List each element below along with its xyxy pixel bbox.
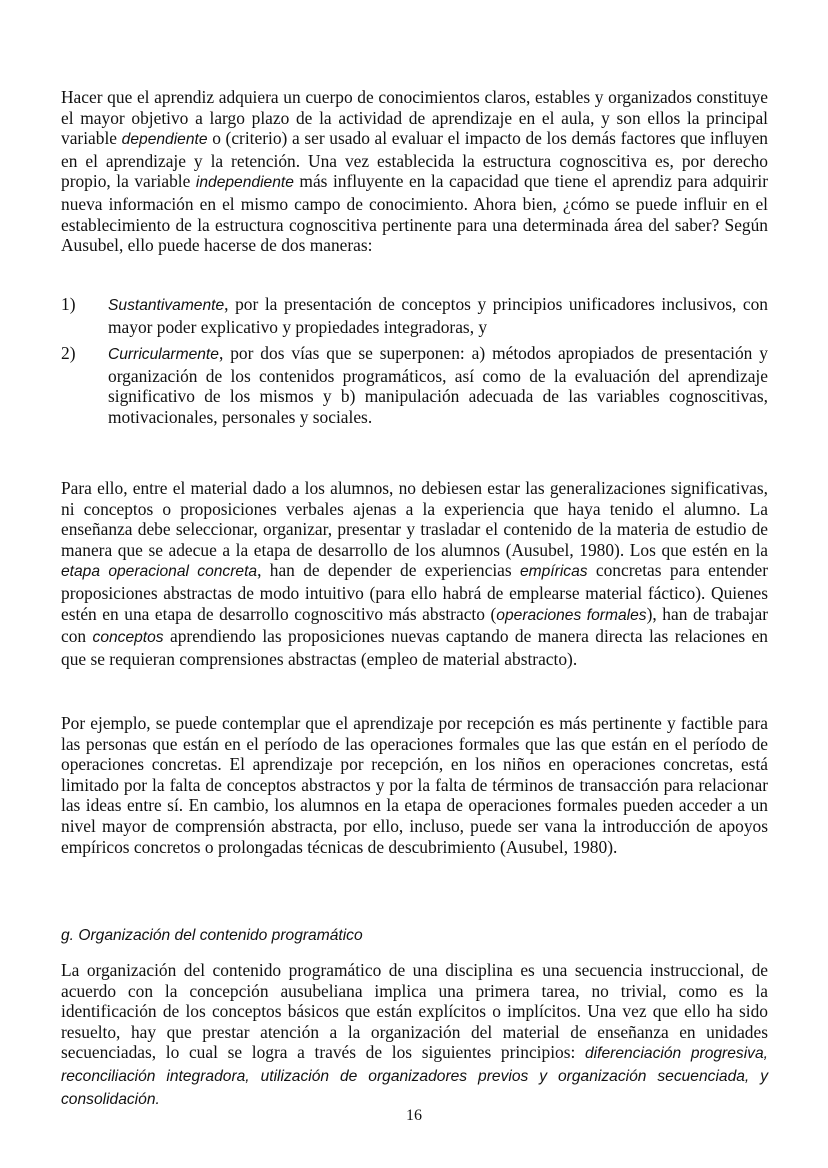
list-item-1 xyxy=(61,294,768,337)
italic-text: operaciones formales xyxy=(496,606,647,624)
list-number: 1) xyxy=(61,294,76,314)
text-run: ), han de trabajar con xyxy=(61,603,769,647)
paragraph-intro xyxy=(61,87,768,256)
italic-text: etapa operacional concreta xyxy=(61,563,258,581)
italic-text: diferenciación progresiva, reconciliación integradora, utilización de organizadores previos y organización secuenciada, y consolidación. xyxy=(61,1045,768,1108)
list-text xyxy=(108,343,768,427)
text-run: concretas para entender proposiciones abstractas de modo intuitivo (para ello habrá de emplearse material fáctico). Quienes estén en una etapa de desarrollo cognoscitivo más abstracto ( xyxy=(61,560,768,624)
text-run: Por ejemplo, se puede contemplar que el aprendizaje por recepción es más pertinente y factible para las personas que están en el período de las operaciones formales que las que están en el período de operaciones concretas. El aprendizaje por recepción, en los niños en operaciones concretas, está limitado por la falta de conceptos abstractos y por la falta de términos de transacción para relacionar las ideas entre sí. En cambio, los alumnos en la etapa de operaciones formales pueden acceder a un nivel mayor de comprensión abstracta, por ello, incluso, puede ser vana la introducción de apoyos empíricos concretos o prolongadas técnicas de descubrimiento (Ausubel, 1980). xyxy=(61,713,768,857)
paragraph-example xyxy=(61,713,768,857)
section-heading: g. Organización del contenido programático xyxy=(61,927,363,944)
text-run: , por dos vías que se superponen: a) métodos apropiados de presentación y organización de los contenidos programáticos, así como de la evaluación del aprendizaje significativo de los mismos y b) manipulación adecuada de las variables cognoscitivas, motivacionales, personales y sociales. xyxy=(108,343,768,427)
text-run: , han de depender de experiencias xyxy=(257,560,520,581)
text-run: más influyente en la capacidad que tiene el aprendiz para adquirir nueva información en el mismo campo de conocimiento. Ahora bien, ¿cómo se puede influir en el establecimiento de la estructura cognoscitiva pertinente para una determinada área del saber? Según Ausubel, ello puede hacerse de dos maneras: xyxy=(61,171,768,256)
italic-text: conceptos xyxy=(92,629,164,647)
italic-text: independiente xyxy=(195,174,294,192)
list-item-2 xyxy=(61,343,768,427)
list-number: 2) xyxy=(61,343,76,363)
list-text xyxy=(108,294,768,337)
page-number: 16 xyxy=(406,1107,422,1124)
italic-text: empíricas xyxy=(519,563,588,581)
italic-text: dependiente xyxy=(121,131,208,149)
paragraph-material xyxy=(61,478,768,669)
italic-text: Curricularmente xyxy=(108,346,219,363)
paragraph-organization xyxy=(61,960,768,1110)
text-run: aprendiendo las proposiciones nuevas captando de manera directa las relaciones en que se requieran comprensiones abstractas (empleo de material abstracto). xyxy=(61,626,768,669)
text-run: La organización del contenido programático de una disciplina es una secuencia instruccional, de acuerdo con la concepción ausubeliana implica una primera tarea, no trivial, como es la identificación de los conceptos básicos que están explícitos o implícitos. Una vez que ello ha sido resuelto, hay que prestar atención a la organización del material de enseñanza en unidades secuenciadas, lo cual se logra a través de los siguientes principios: xyxy=(61,960,768,1063)
text-run: Para ello, entre el material dado a los alumnos, no debiesen estar las generalizaciones significativas, ni conceptos o proposiciones verbales ajenas a la experiencia que haya tenido el alumno. La enseñanza debe seleccionar, organizar, presentar y trasladar el contenido de la materia de estudio de manera que se adecue a la etapa de desarrollo de los alumnos (Ausubel, 1980). Los que estén en la xyxy=(61,478,768,560)
text-run: o (criterio) a ser usado al evaluar el impacto de los demás factores que influyen en el aprendizaje y la retención. Una vez establecida la estructura cognoscitiva es, por derecho propio, la variable xyxy=(61,128,768,192)
text-run: , por la presentación de conceptos y principios unificadores inclusivos, con mayor poder explicativo y propiedades integradoras, y xyxy=(108,294,768,337)
text-run: Hacer que el aprendiz adquiera un cuerpo de conocimientos claros, estables y organizados constituye el mayor objetivo a largo plazo de la actividad de aprendizaje en el aula, y son ellos la principal variable xyxy=(61,87,768,149)
italic-text: Sustantivamente xyxy=(108,297,225,314)
